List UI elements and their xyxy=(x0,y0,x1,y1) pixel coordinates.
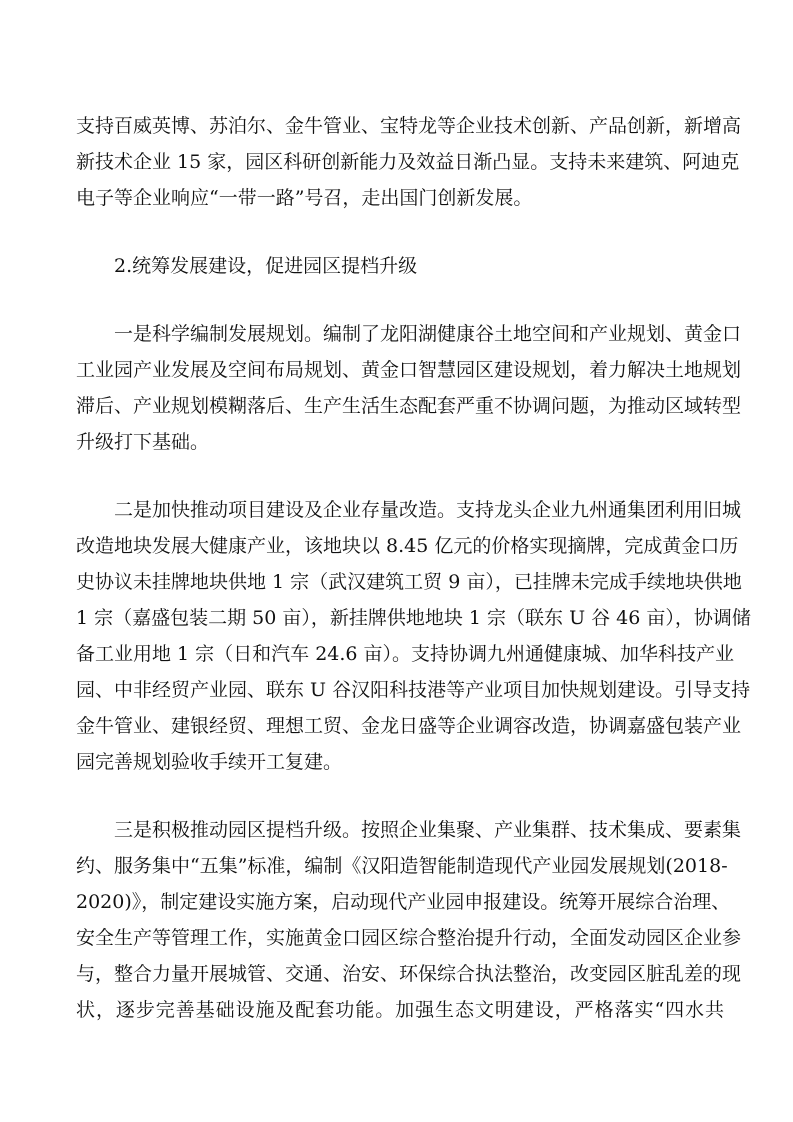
text-line: 备工业用地 1 宗（日和汽车 24.6 亩）。支持协调九州通健康城、加华科技产业 xyxy=(76,643,735,665)
text-line: 升级打下基础。 xyxy=(76,431,210,453)
text-line: 改造地块发展大健康产业，该地块以 8.45 亿元的价格实现摘牌，完成黄金口历 xyxy=(76,535,739,557)
paragraph-item-2 xyxy=(76,492,751,780)
text-line: 1 宗（嘉盛包装二期 50 亩），新挂牌供地地块 1 宗（联东 U 谷 46 亩），协调储 xyxy=(76,607,751,629)
section-heading xyxy=(76,248,724,284)
heading-text: 2.统筹发展建设，促进园区提档升级 xyxy=(114,255,418,277)
text-line: 滞后、产业规划模糊落后、生产生活生态配套严重不协调问题，为推动区域转型 xyxy=(76,395,742,417)
document-body xyxy=(76,108,751,1028)
text-line: 二是加快推动项目建设及企业存量改造。支持龙头企业九州通集团利用旧城 xyxy=(114,499,742,521)
text-line: 金牛管业、建银经贸、理想工贸、金龙日盛等企业调容改造，协调嘉盛包装产业 xyxy=(76,715,742,737)
paragraph-item-1 xyxy=(76,316,742,460)
text-line: 安全生产等管理工作，实施黄金口园区综合整治提升行动，全面发动园区企业参 xyxy=(76,927,742,949)
text-line: 2020)》，制定建设实施方案，启动现代产业园申报建设。统筹开展综合治理、 xyxy=(76,891,731,913)
text-line: 三是积极推动园区提档升级。按照企业集聚、产业集群、技术集成、要素集 xyxy=(114,819,742,841)
paragraph-intro xyxy=(76,108,742,216)
text-line: 史协议未挂牌地块供地 1 宗（武汉建筑工贸 9 亩），已挂牌未完成手续地块供地 xyxy=(76,571,742,593)
text-line: 一是科学编制发展规划。编制了龙阳湖健康谷土地空间和产业规划、黄金口 xyxy=(114,323,742,345)
paragraph-item-3 xyxy=(76,812,742,1028)
text-line: 约、服务集中“五集”标准，编制《汉阳造智能制造现代产业园发展规划(2018- xyxy=(76,855,728,877)
text-line: 状，逐步完善基础设施及配套功能。加强生态文明建设，严格落实“四水共 xyxy=(76,999,724,1021)
text-line: 园完善规划验收手续开工复建。 xyxy=(76,751,343,773)
text-line: 支持百威英博、苏泊尔、金牛管业、宝特龙等企业技术创新、产品创新，新增高 xyxy=(76,115,742,137)
text-line: 园、中非经贸产业园、联东 U 谷汉阳科技港等产业项目加快规划建设。引导支持 xyxy=(76,679,751,701)
text-line: 工业园产业发展及空间布局规划、黄金口智慧园区建设规划，着力解决土地规划 xyxy=(76,359,742,381)
text-line: 新技术企业 15 家，园区科研创新能力及效益日渐凸显。支持未来建筑、阿迪克 xyxy=(76,151,740,173)
text-line: 电子等企业响应“一带一路”号召，走出国门创新发展。 xyxy=(76,187,533,209)
text-line: 与，整合力量开展城管、交通、治安、环保综合执法整治，改变园区脏乱差的现 xyxy=(76,963,742,985)
